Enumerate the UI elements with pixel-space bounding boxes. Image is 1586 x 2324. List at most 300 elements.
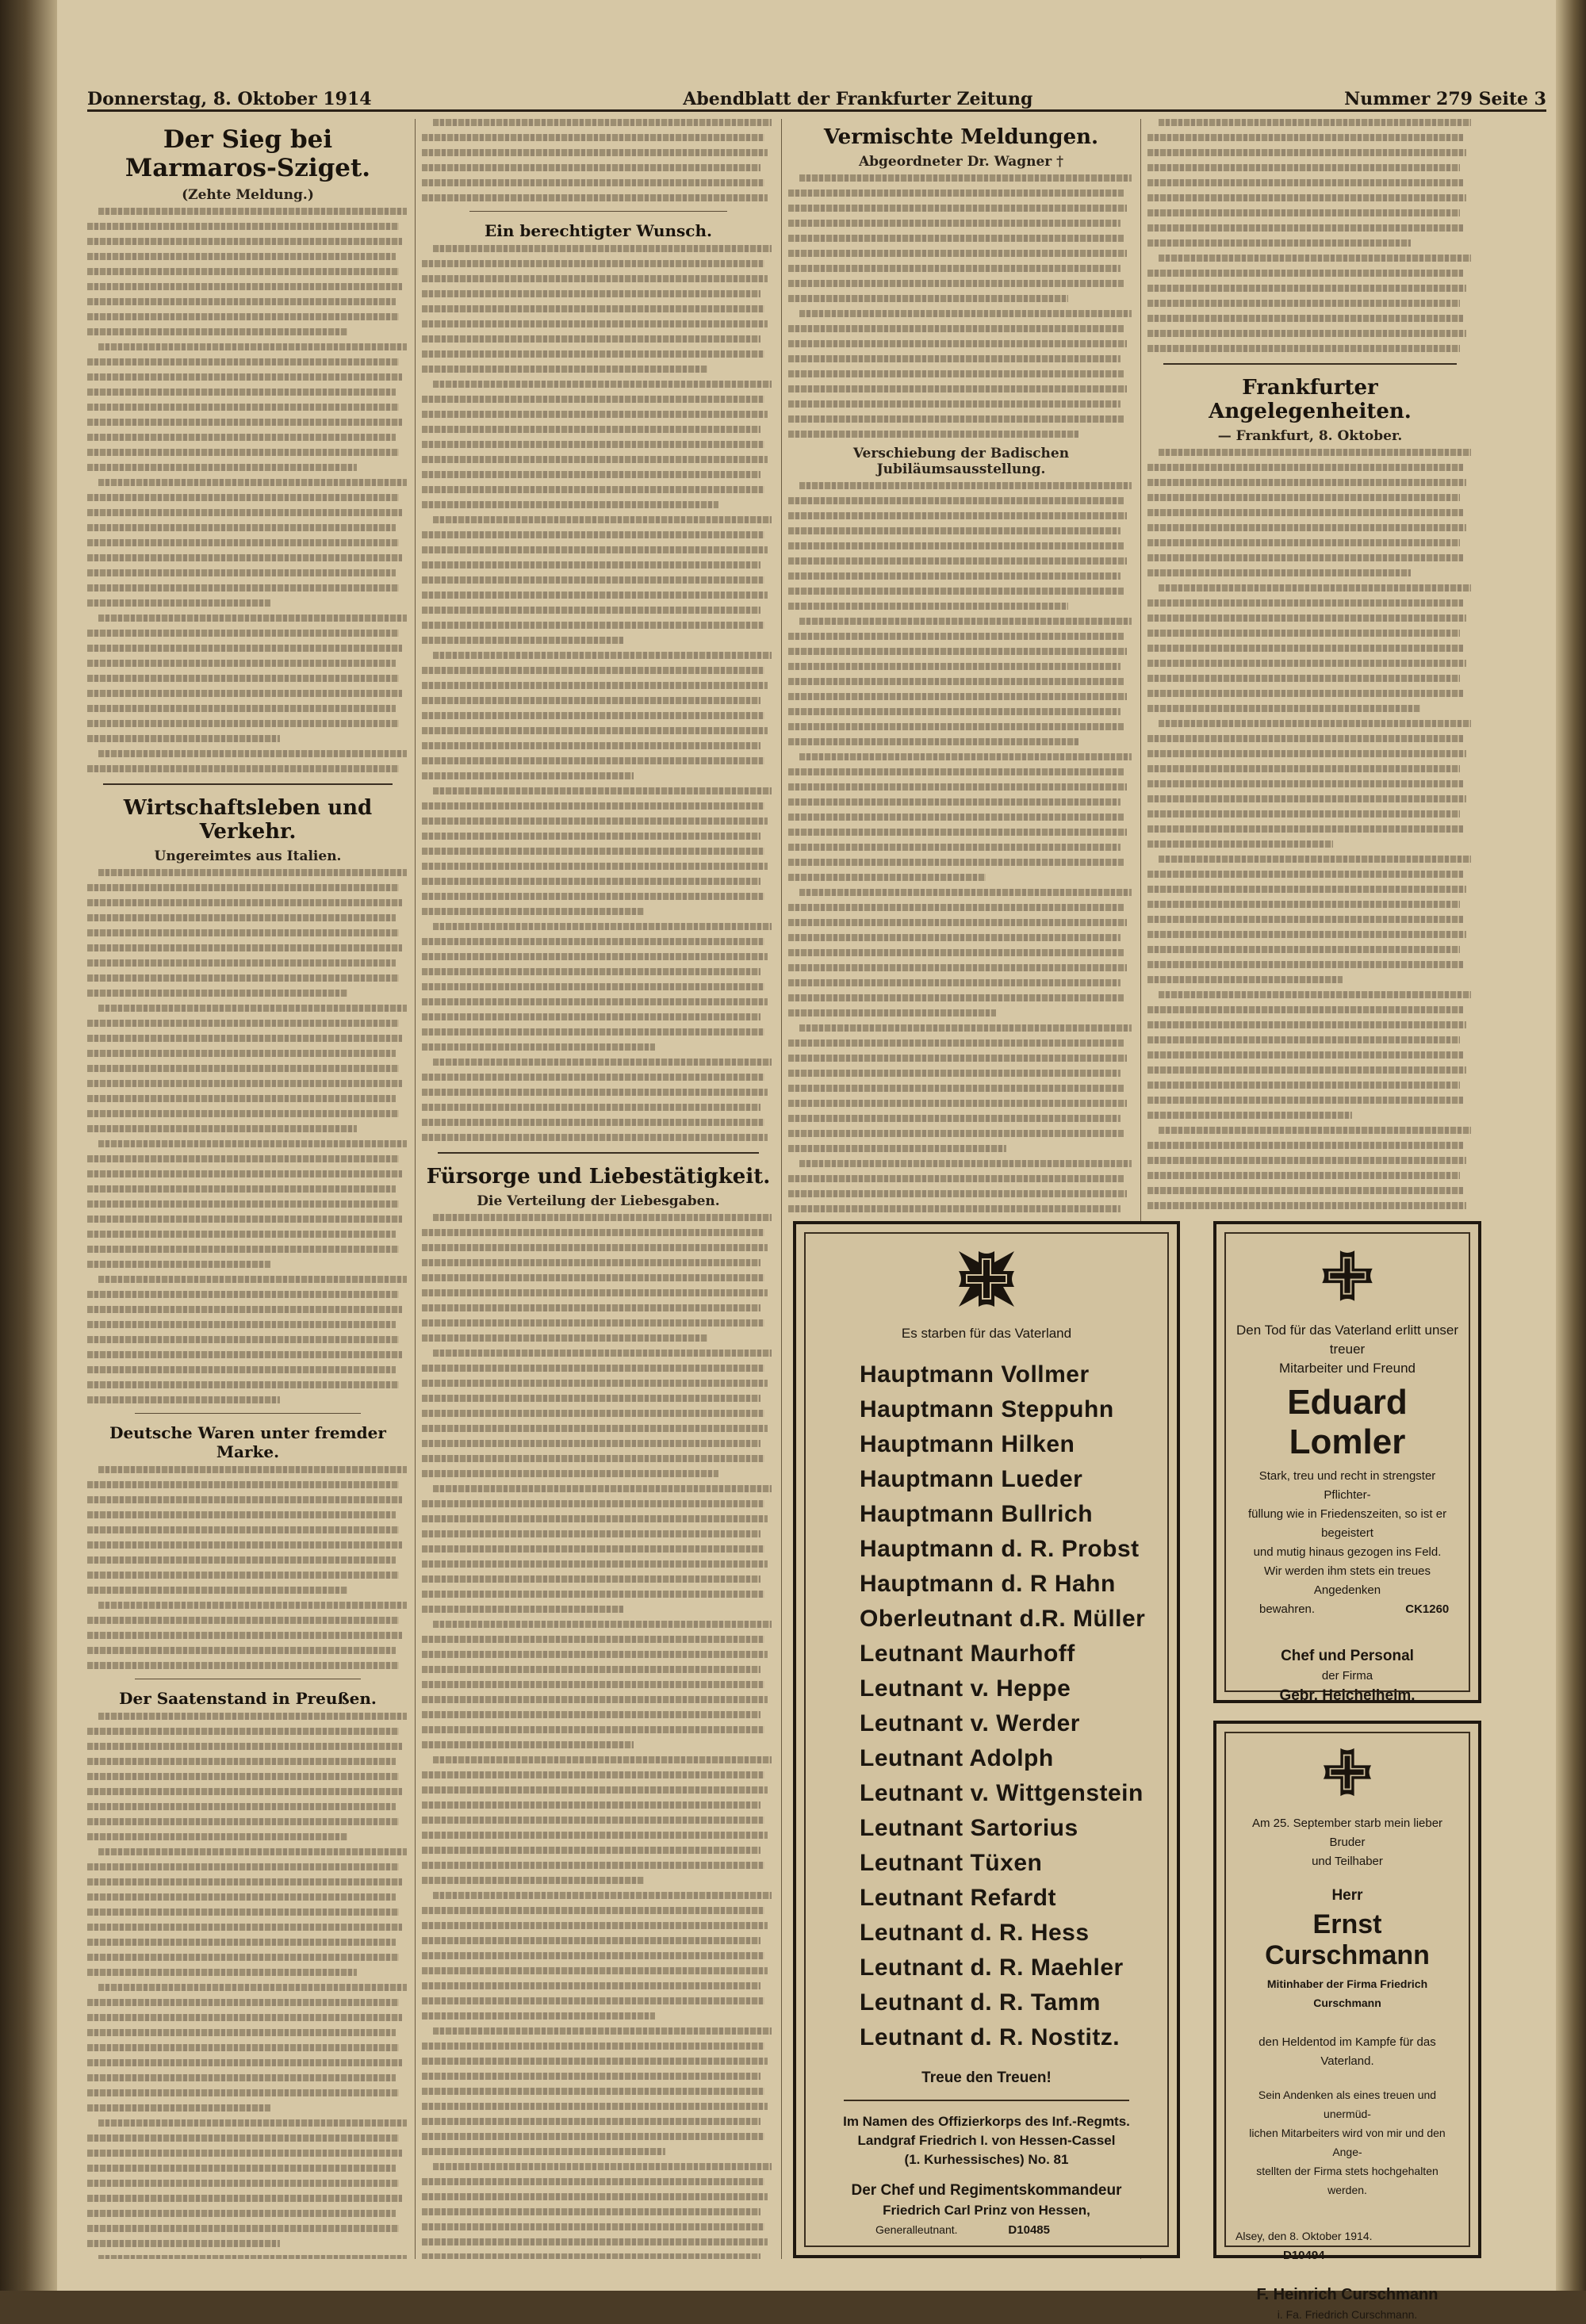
- text-line: [87, 2029, 396, 2036]
- text-line: [788, 964, 1127, 971]
- divider: [103, 783, 393, 785]
- text-line: [788, 340, 1127, 347]
- text-line: [788, 783, 1127, 791]
- text-line: [788, 220, 1121, 227]
- text-line: [422, 1741, 634, 1748]
- text-line: [98, 869, 407, 876]
- notice-text: Wir werden ihm stets ein treues Angedenken: [1263, 1564, 1431, 1597]
- text-line: [422, 2012, 655, 2020]
- text-line: [788, 1130, 1124, 1137]
- text-line: [422, 1289, 768, 1296]
- text-line: [788, 400, 1121, 408]
- officer-name: Leutnant Maurhoff: [860, 1641, 1075, 1667]
- text-line: [422, 1134, 768, 1141]
- text-line: [422, 1013, 760, 1020]
- text-line: [422, 938, 764, 945]
- article-text: [788, 174, 1134, 438]
- text-line: [87, 298, 396, 305]
- column-rule: [415, 119, 416, 2259]
- text-line: [422, 1711, 760, 1718]
- text-line: [788, 738, 1078, 745]
- text-line: [98, 615, 407, 622]
- text-line: [788, 355, 1121, 362]
- iron-cross-icon: [952, 1245, 1021, 1313]
- text-line: [788, 588, 1124, 595]
- text-line: [1147, 164, 1460, 171]
- text-line: [87, 1381, 399, 1388]
- text-line: [433, 381, 772, 388]
- text-line: [799, 482, 1132, 489]
- text-line: [422, 426, 760, 433]
- text-line: [87, 1878, 402, 1886]
- text-line: [1147, 916, 1463, 923]
- text-line: [422, 878, 760, 885]
- text-line: [87, 1321, 396, 1328]
- text-line: [87, 1743, 402, 1750]
- text-line: [422, 1089, 768, 1096]
- text-line: [87, 2014, 402, 2021]
- text-line: [799, 310, 1132, 317]
- notice-motto: Treue den Treuen!: [921, 2069, 1052, 2086]
- headline-wirtschaft: Wirtschaftsleben und Verkehr.: [123, 796, 373, 844]
- officer-name: Leutnant v. Wittgenstein: [860, 1780, 1144, 1806]
- text-line: [87, 1909, 399, 1916]
- text-line: [788, 693, 1127, 700]
- text-line: [98, 1005, 407, 1012]
- article-text: [422, 245, 775, 1141]
- text-line: [98, 750, 407, 757]
- text-line: [1147, 976, 1343, 983]
- text-line: [422, 2253, 760, 2259]
- notice-text: Stark, treu und recht in strengster Pflichter-: [1258, 1469, 1436, 1502]
- text-line: [87, 584, 399, 592]
- text-line: [788, 415, 1124, 423]
- notice-text: lichen Mitarbeiters wird von mir und den Ange-: [1249, 2127, 1446, 2158]
- text-line: [1147, 871, 1463, 878]
- text-line: [422, 2133, 764, 2140]
- text-line: [422, 149, 768, 156]
- officer-name: Leutnant d. R. Tamm: [860, 1989, 1101, 2016]
- text-line: [87, 1110, 399, 1117]
- text-line: [422, 1304, 760, 1311]
- text-line: [87, 524, 396, 531]
- text-line: [788, 874, 986, 881]
- notice-text: stellten der Firma stets hochgehalten werden.: [1256, 2165, 1439, 2196]
- text-line: [87, 690, 402, 697]
- officer-name: Hauptmann Vollmer: [860, 1361, 1090, 1388]
- text-line: [788, 994, 1124, 1001]
- text-line: [87, 1155, 399, 1162]
- text-line: [87, 554, 402, 561]
- text-line: [1147, 1202, 1466, 1209]
- text-line: [87, 238, 402, 245]
- text-line: [422, 772, 634, 779]
- text-line: [422, 622, 764, 629]
- text-line: [87, 1617, 399, 1624]
- text-line: [422, 1515, 768, 1522]
- text-line: [87, 1496, 402, 1503]
- text-line: [788, 633, 1124, 640]
- text-line: [422, 1575, 760, 1583]
- text-line: [422, 863, 768, 870]
- text-line: [87, 660, 396, 667]
- text-line: [87, 1231, 396, 1238]
- text-line: [1147, 209, 1460, 216]
- text-line: [422, 2238, 768, 2246]
- text-line: [87, 253, 396, 260]
- text-line: [1147, 239, 1411, 247]
- text-line: [422, 1696, 768, 1703]
- text-line: [799, 1024, 1132, 1032]
- text-line: [422, 1334, 707, 1342]
- text-line: [422, 1922, 768, 1929]
- text-line: [788, 205, 1127, 212]
- text-line: [1159, 991, 1471, 998]
- text-line: [788, 431, 1078, 438]
- text-line: [87, 2240, 280, 2247]
- officer-name: Leutnant v. Werder: [860, 1710, 1080, 1736]
- text-line: [1159, 856, 1471, 863]
- text-line: [87, 434, 396, 441]
- text-line: [98, 1466, 407, 1473]
- officer-name: Hauptmann d. R Hahn: [860, 1571, 1116, 1597]
- notice-org-line: Im Namen des Offizierkorps des Inf.-Regmts.: [843, 2114, 1130, 2129]
- text-line: [422, 350, 764, 358]
- text-line: [87, 1526, 399, 1533]
- text-line: [1147, 479, 1466, 486]
- text-line: [422, 260, 764, 267]
- text-line: [422, 1862, 764, 1869]
- officer-name: Hauptmann Bullrich: [860, 1501, 1094, 1527]
- text-line: [422, 1425, 768, 1432]
- officer-name: Leutnant d. R. Hess: [860, 1920, 1090, 1946]
- text-line: [788, 1175, 1124, 1182]
- text-line: [422, 1801, 760, 1809]
- binding-gutter: [0, 0, 57, 2291]
- text-line: [433, 1214, 772, 1221]
- headline-marmaros: Der Sieg bei Marmaros-Sziget.: [125, 125, 371, 182]
- text-line: [422, 697, 760, 704]
- iron-cross-icon: [1316, 1245, 1378, 1307]
- text-line: [422, 1591, 764, 1598]
- text-line: [788, 325, 1124, 332]
- text-line: [1147, 1187, 1463, 1194]
- notice-sign-name: F. Heinrich Curschmann: [1256, 2286, 1439, 2303]
- text-line: [788, 190, 1124, 197]
- text-line: [422, 1786, 768, 1794]
- text-line: [87, 1587, 347, 1594]
- text-line: [87, 1954, 399, 1961]
- text-line: [422, 1606, 623, 1613]
- headline-vermischte: Vermischte Meldungen.: [823, 125, 1099, 149]
- text-line: [422, 637, 623, 644]
- text-line: [422, 1666, 760, 1673]
- text-line: [788, 385, 1127, 392]
- text-line: [87, 1336, 399, 1343]
- text-line: [433, 1059, 772, 1066]
- text-line: [788, 572, 1121, 580]
- text-line: [1147, 1142, 1463, 1149]
- text-line: [422, 1319, 764, 1327]
- text-line: [422, 1937, 760, 1944]
- text-line: [87, 974, 399, 982]
- text-line: [422, 164, 760, 171]
- text-line: [1159, 255, 1471, 262]
- notice-text: und mutig hinaus gezogen ins Feld.: [1253, 1545, 1442, 1559]
- text-line: [87, 1556, 396, 1564]
- text-line: [433, 652, 772, 659]
- memorial-notice-curschmann: [1213, 1721, 1481, 2321]
- text-line: [788, 859, 1124, 866]
- text-line: [422, 712, 764, 719]
- notice-org-line: (1. Kurhessisches) No. 81: [904, 2152, 1069, 2167]
- subheading-liebesgaben: Die Verteilung der Liebesgaben.: [477, 1193, 720, 1209]
- article-text: [422, 119, 775, 201]
- text-line: [422, 1530, 760, 1537]
- text-line: [788, 844, 1121, 851]
- text-line: [87, 1306, 402, 1313]
- text-line: [1147, 315, 1463, 322]
- notice-sign-sub: der Firma: [1321, 1669, 1373, 1683]
- text-line: [87, 2180, 399, 2187]
- text-line: [87, 1095, 396, 1102]
- text-line: [422, 2208, 760, 2215]
- text-line: [799, 1160, 1132, 1167]
- text-line: [422, 2148, 665, 2155]
- text-line: [87, 1291, 399, 1298]
- text-line: [422, 1028, 764, 1036]
- text-line: [1147, 795, 1466, 802]
- text-line: [1147, 134, 1463, 141]
- text-line: [87, 630, 399, 637]
- text-line: [87, 464, 357, 471]
- notice-sign-name: Friedrich Carl Prinz von Hessen,: [883, 2203, 1090, 2218]
- text-line: [433, 923, 772, 930]
- masthead-page: Nummer 279 Seite 3: [1344, 89, 1546, 109]
- headline-frankfurter: Frankfurter Angelegenheiten.: [1209, 376, 1412, 423]
- text-line: [87, 705, 396, 712]
- text-line: [788, 1115, 1121, 1122]
- text-line: [422, 1104, 760, 1111]
- article-text: [1147, 119, 1473, 352]
- column-4: [1147, 119, 1473, 1212]
- deceased-name: Eduard Lomler: [1287, 1383, 1408, 1461]
- text-line: [87, 268, 399, 275]
- notice-code: D10485: [1008, 2223, 1050, 2237]
- text-line: [422, 953, 768, 960]
- text-line: [422, 1455, 764, 1462]
- text-line: [422, 1365, 764, 1372]
- text-line: [87, 675, 399, 682]
- text-line: [1147, 194, 1466, 201]
- text-line: [87, 1647, 396, 1654]
- text-line: [87, 328, 347, 335]
- text-line: [87, 2195, 402, 2202]
- text-line: [422, 561, 760, 569]
- text-line: [422, 1726, 764, 1733]
- notice-sign-firm: i. Fa. Friedrich Curschmann.: [1277, 2308, 1418, 2321]
- text-line: [87, 2104, 270, 2112]
- text-line: [422, 682, 768, 689]
- text-line: [788, 512, 1127, 519]
- text-line: [788, 235, 1124, 242]
- article-text: [87, 1713, 408, 2259]
- text-line: [788, 1009, 996, 1017]
- text-line: [1159, 720, 1471, 727]
- text-line: [422, 833, 760, 840]
- text-line: [788, 1055, 1127, 1062]
- text-line: [98, 1848, 407, 1855]
- text-line: [433, 1621, 772, 1628]
- text-line: [1147, 705, 1420, 712]
- text-line: [87, 358, 399, 366]
- text-line: [422, 471, 760, 478]
- text-line: [422, 727, 768, 734]
- text-line: [1147, 660, 1466, 667]
- text-line: [1147, 300, 1460, 307]
- text-line: [788, 814, 1124, 821]
- text-line: [422, 908, 644, 915]
- text-line: [788, 542, 1124, 549]
- text-line: [87, 1246, 399, 1253]
- text-line: [788, 949, 1124, 956]
- notice-intro: und Teilhaber: [1312, 1855, 1383, 1868]
- text-line: [422, 1967, 768, 1974]
- text-line: [87, 389, 396, 396]
- text-line: [87, 1662, 399, 1669]
- text-line: [87, 929, 399, 936]
- text-line: [422, 134, 764, 141]
- text-line: [87, 1969, 357, 1976]
- text-line: [1147, 630, 1460, 637]
- text-line: [87, 1080, 402, 1087]
- notice-org-line: Landgraf Friedrich I. von Hessen-Cassel: [857, 2133, 1116, 2148]
- text-line: [1147, 735, 1463, 742]
- text-line: [87, 1999, 399, 2006]
- text-line: [422, 179, 764, 186]
- text-line: [422, 531, 764, 538]
- deceased-role: Mitinhaber der Firma Friedrich Curschmann: [1266, 1978, 1428, 2009]
- officer-name: Leutnant v. Heppe: [860, 1675, 1071, 1702]
- text-line: [422, 1259, 760, 1266]
- article-text: [87, 869, 408, 1403]
- notice-code: D10494: [1283, 2249, 1325, 2262]
- text-line: [788, 648, 1127, 655]
- text-line: [87, 1803, 396, 1810]
- text-line: [98, 1276, 407, 1283]
- text-line: [422, 1244, 768, 1251]
- divider: [438, 1152, 759, 1154]
- text-line: [1147, 149, 1466, 156]
- text-line: [98, 479, 407, 486]
- text-line: [87, 419, 402, 426]
- text-line: [422, 2058, 768, 2065]
- masthead: [87, 78, 1546, 112]
- subheading-italien: Ungereimtes aus Italien.: [154, 848, 342, 864]
- notice-sign-rank: Generalleutnant. D10485: [875, 2223, 1050, 2237]
- text-line: [87, 569, 396, 576]
- text-line: [1147, 494, 1460, 501]
- text-line: [1147, 1066, 1466, 1074]
- subheading-jubilaeum: Verschiebung der Badischen Jubiläumsausstellung.: [852, 446, 1070, 477]
- notice-intro: Am 25. September starb mein lieber Bruder: [1251, 1817, 1443, 1849]
- text-line: [1147, 645, 1463, 652]
- text-line: [788, 280, 1124, 287]
- text-line: [87, 1351, 402, 1358]
- text-line: [87, 1020, 399, 1027]
- text-line: [98, 1984, 407, 1991]
- text-line: [422, 667, 764, 674]
- article-text: [87, 208, 408, 772]
- text-line: [87, 1125, 357, 1132]
- text-line: [422, 396, 764, 403]
- text-line: [422, 802, 764, 810]
- text-line: [788, 1145, 1006, 1152]
- text-line: [87, 914, 396, 921]
- page-edge: [1556, 0, 1586, 2291]
- text-line: [422, 742, 760, 749]
- column-1: [87, 119, 408, 2259]
- text-line: [788, 904, 1124, 911]
- divider: [469, 211, 727, 212]
- text-line: [87, 1170, 402, 1177]
- text-line: [1147, 886, 1466, 893]
- text-line: [788, 557, 1127, 565]
- article-text: [1147, 449, 1473, 1212]
- text-line: [87, 2210, 396, 2217]
- text-line: [98, 1140, 407, 1147]
- text-line: [87, 1788, 402, 1795]
- article-text: [87, 1466, 408, 1669]
- text-line: [87, 313, 399, 320]
- text-line: [422, 335, 760, 343]
- officer-name: Leutnant d. R. Nostitz.: [860, 2024, 1121, 2050]
- text-line: [1147, 1112, 1352, 1119]
- notice-intro: Den Tod für das Vaterland erlitt unser treuer: [1235, 1323, 1459, 1357]
- text-line: [422, 2118, 760, 2125]
- text-line: [422, 1952, 764, 1959]
- text-line: [87, 1065, 399, 1072]
- text-line: [87, 959, 396, 967]
- text-line: [87, 2225, 399, 2232]
- text-line: [1147, 224, 1463, 232]
- text-line: [1147, 599, 1463, 607]
- text-line: [1147, 1082, 1460, 1089]
- headline-saatenstand: Der Saatenstand in Preußen.: [119, 1689, 377, 1708]
- text-line: [433, 1485, 772, 1492]
- text-line: [87, 223, 399, 230]
- text-line: [87, 2044, 399, 2051]
- text-line: [788, 250, 1127, 257]
- text-line: [788, 829, 1127, 836]
- text-line: [1159, 1127, 1471, 1134]
- text-line: [87, 509, 402, 516]
- text-line: [87, 884, 399, 891]
- text-line: [422, 1997, 764, 2004]
- text-line: [422, 501, 718, 508]
- text-line: [422, 2043, 764, 2050]
- text-line: [87, 1185, 396, 1193]
- text-line: [87, 1758, 396, 1765]
- text-line: [422, 576, 764, 584]
- text-line: [788, 1070, 1121, 1077]
- text-line: [87, 1939, 396, 1946]
- column-2: [422, 119, 775, 2259]
- officer-names-list: [796, 1357, 1177, 2055]
- officer-name: Hauptmann Steppuhn: [860, 1396, 1114, 1422]
- text-line: [1147, 810, 1460, 817]
- text-line: [87, 1924, 402, 1931]
